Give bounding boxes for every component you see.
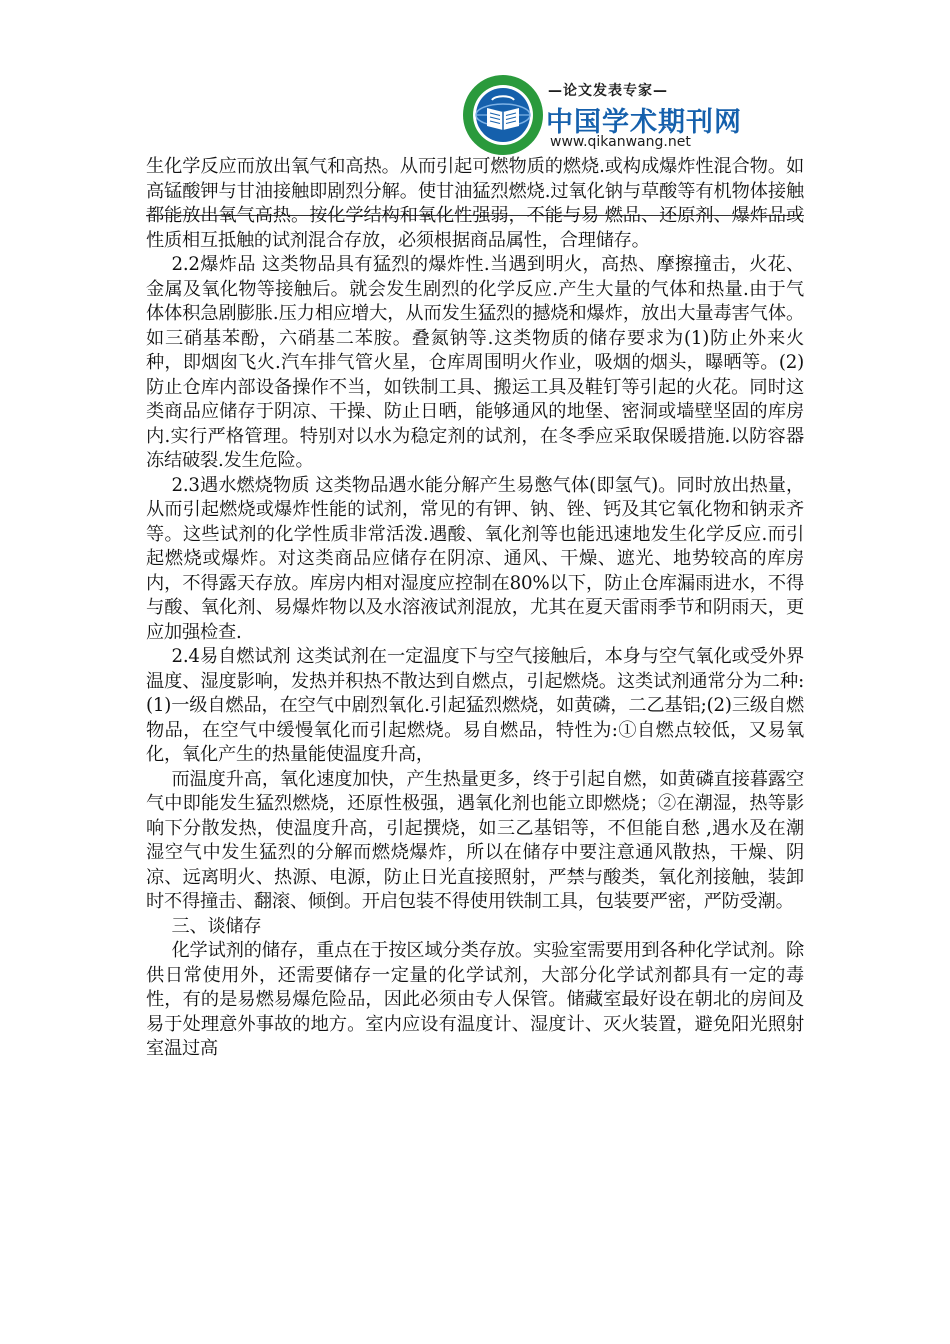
site-url[interactable]: www.qikanwang.net <box>550 134 691 150</box>
site-name: 中国学术期刊网 <box>546 107 742 138</box>
paragraph-section-2-3: 2.3遇水燃烧物质 这类物品遇水能分解产生易憋气体(即氢气)。同时放出热量，从而引起燃烧或爆炸性能的试剂，常见的有钾、钠、锉、钙及其它氧化物和钠汞齐等。这些试剂的化学性质非常活泼.遇酸、氧化剂等也能迅速地发生化学反应.而引起燃烧或爆炸。对这类商品应储存在阴凉、通风、干燥、遮光、地势较高的库房内，不得露天存放。库房内相对湿度应控制在80%以下，防止仓库漏雨进水，不得与酸、氧化剂、易爆炸物以及水溶液试剂混放，尤其在夏天雷雨季节和阴雨天，更应加强检查. <box>146 474 804 643</box>
site-logo[interactable] <box>462 62 742 156</box>
paragraph-continuation: 生化学反应而放出氧气和高热。从而引起可燃物质的燃烧.或构成爆炸性混合物。如高锰酸钾与甘油接触即剧烈分解。使甘油猛烈燃烧.过氧化钠与草酸等有机物体接触都能放出氧气高热。按化学结构和氧化性强弱，不能与易 燃品、还原剂、爆炸品或性质相互抵触的试剂混合存放，必须根据商品属性，合理储存。 <box>146 156 804 251</box>
logo-slogan: —论文发表专家— <box>548 83 668 99</box>
document-body <box>146 155 804 1062</box>
paragraph-section-2-2: 2.2爆炸品 这类物品具有猛烈的爆炸性.当遇到明火，高热、摩擦撞击，火花、金属及氧化物等接触后。就会发生剧烈的化学反应.产生大量的气体和热量.由于气体体积急剧膨胀.压力相应增大，从而发生猛烈的撼烧和爆炸，放出大量毒害气体。如三硝基苯酚，六硝基二苯胺。叠氮钠等.这类物质的储存要求为(1)防止外来火种，即烟囱飞火.汽车排气管火星，仓库周围明火作业，吸烟的烟头，曝晒等。(2)防止仓库内部设备操作不当，如铁制工具、搬运工具及鞋钉等引起的火花。同时这类商品应储存于阴凉、干操、防止日晒，能够通风的地堡、密洞或墙壁坚固的库房内.实行严格管理。特别对以水为稳定剂的试剂，在冬季应采取保暖措施.以防容器冻结破裂.发生危险。 <box>146 254 804 471</box>
paragraph-section-2-4: 2.4易自燃试剂 这类试剂在一定温度下与空气接触后，本身与空气氧化或受外界温度、湿度影响，发热并积热不散达到自燃点，引起燃烧。这类试剂通常分为二种:(1)一级自燃品，在空气中剧烈氧化.引起猛烈燃烧，如黄磷，二乙基铝;(2)三级自燃物品，在空气中缓慢氧化而引起燃烧。易自燃品，特性为:①自燃点较低，又易氧化，氧化产生的热量能使温度升高， <box>146 646 804 765</box>
paragraph-storage: 化学试剂的储存，重点在于按区域分类存放。实验室需要用到各种化学试剂。除供日常使用外，还需要储存一定量的化学试剂，大部分化学试剂都具有一定的毒性，有的是易燃易爆危险品，因此必须由专人保管。储藏室最好设在朝北的房间及易于处理意外事故的地方。室内应设有温度计、湿度计、灭火装置，避免阳光照射室温过高 <box>146 940 804 1059</box>
book-globe-emblem-icon <box>462 74 544 156</box>
section-heading-storage: 三、谈储存 <box>171 915 262 937</box>
page-header <box>0 62 950 158</box>
paragraph-section-2-4-continued: 而温度升高，氧化速度加快，产生热量更多，终于引起自燃，如黄磷直接暮露空气中即能发生猛烈燃烧，还原性极强，遇氧化剂也能立即燃烧；②在潮湿，热等影响下分散发热，使温度升高，引起撰烧，如三乙基铝等，不但能自愁 ,遇水及在潮湿空气中发生猛烈的分解而燃烧爆炸，所以在储存中要注意通风散热，干燥、阴凉、远离明火、热源、电源，防止日光直接照射，严禁与酸类，氧化剂接触，装卸时不得撞击、翻滚、倾倒。开启包装不得使用铁制工具，包装要严密，严防受潮。 <box>146 768 804 912</box>
